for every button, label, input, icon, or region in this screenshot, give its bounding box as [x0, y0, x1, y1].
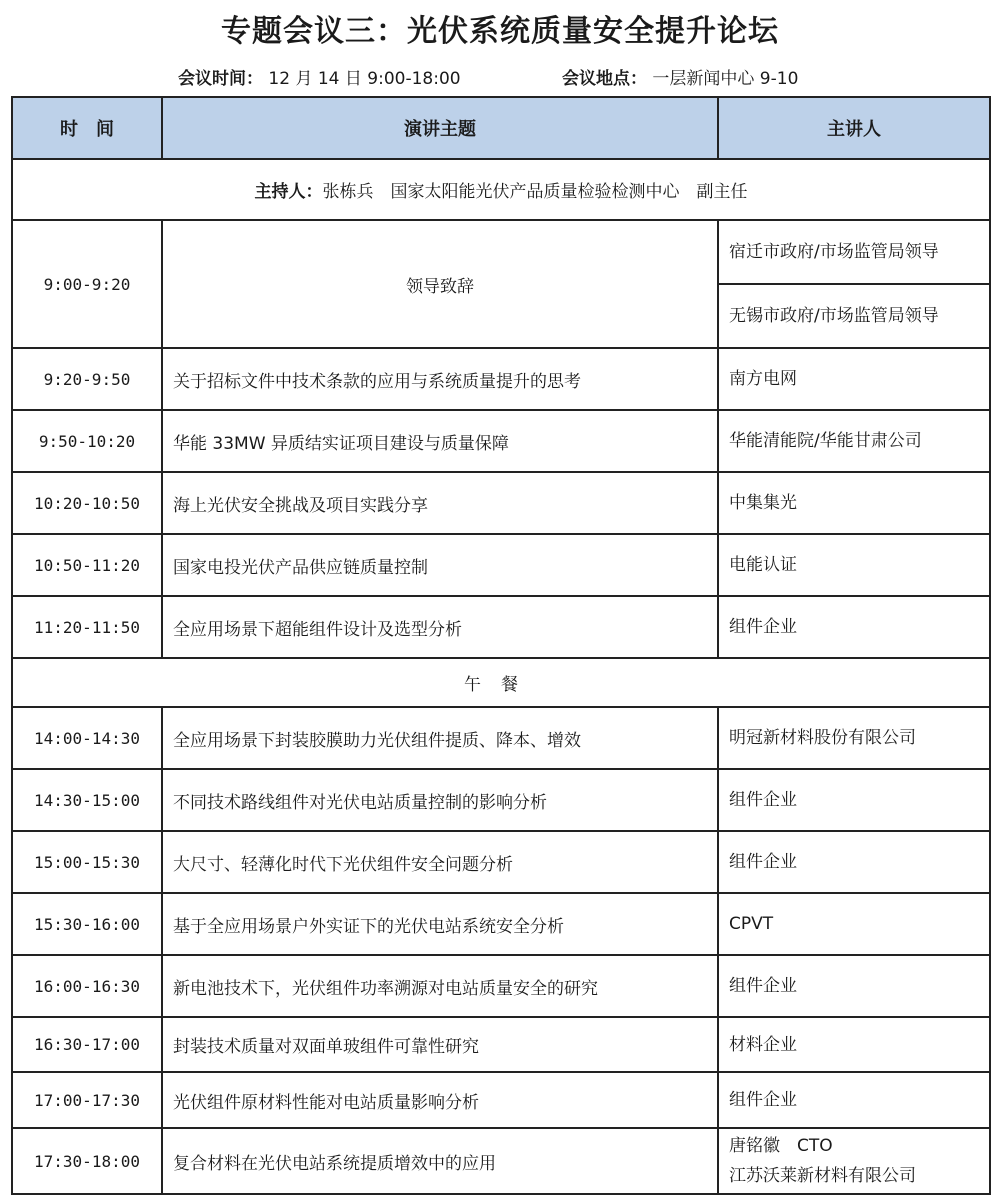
speaker-company: 江苏沃莱新材料有限公司	[729, 1166, 916, 1186]
row-topic: 国家电投光伏产品供应链质量控制	[162, 534, 718, 596]
opening-time: 9:00-9:20	[12, 220, 162, 348]
table-row	[12, 769, 990, 831]
meeting-time	[178, 66, 461, 92]
row-time: 16:30-17:00	[12, 1017, 162, 1072]
opening-topic: 领导致辞	[162, 220, 718, 348]
header-row	[12, 97, 990, 159]
row-topic: 不同技术路线组件对光伏电站质量控制的影响分析	[162, 769, 718, 831]
meeting-place-value: 一层新闻中心 9-10	[652, 69, 799, 89]
row-speaker: 明冠新材料股份有限公司	[718, 707, 990, 769]
table-row	[12, 707, 990, 769]
row-speaker: 组件企业	[718, 955, 990, 1017]
opening-row	[12, 220, 990, 284]
row-speaker: 南方电网	[718, 348, 990, 410]
row-topic: 大尺寸、轻薄化时代下光伏组件安全问题分析	[162, 831, 718, 893]
lunch-cell: 午餐	[12, 658, 990, 707]
host-label: 主持人：	[254, 182, 323, 202]
row-speaker: 组件企业	[718, 596, 990, 658]
table-row	[12, 596, 990, 658]
header-speaker: 主讲人	[718, 97, 990, 159]
meeting-place-label: 会议地点：	[562, 69, 647, 89]
row-topic: 华能 33MW 异质结实证项目建设与质量保障	[162, 410, 718, 472]
host-row	[12, 159, 990, 220]
table-row	[12, 955, 990, 1017]
page-title: 专题会议三：光伏系统质量安全提升论坛	[221, 14, 779, 49]
row-time: 17:00-17:30	[12, 1072, 162, 1128]
row-time: 10:50-11:20	[12, 534, 162, 596]
table-row	[12, 1017, 990, 1072]
meeting-time-value: 12 月 14 日 9:00-18:00	[268, 69, 461, 89]
row-time: 16:00-16:30	[12, 955, 162, 1017]
row-speaker	[718, 1128, 990, 1194]
row-topic: 关于招标文件中技术条款的应用与系统质量提升的思考	[162, 348, 718, 410]
row-topic: 新电池技术下，光伏组件功率溯源对电站质量安全的研究	[162, 955, 718, 1017]
row-topic: 全应用场景下超能组件设计及选型分析	[162, 596, 718, 658]
row-time: 15:00-15:30	[12, 831, 162, 893]
table-row	[12, 348, 990, 410]
row-topic: 光伏组件原材料性能对电站质量影响分析	[162, 1072, 718, 1128]
meeting-place	[562, 66, 798, 92]
row-speaker: 组件企业	[718, 1072, 990, 1128]
row-topic: 封装技术质量对双面单玻组件可靠性研究	[162, 1017, 718, 1072]
row-speaker: CPVT	[718, 893, 990, 955]
meeting-time-label: 会议时间：	[178, 69, 263, 89]
lunch-row	[12, 658, 990, 707]
row-time: 15:30-16:00	[12, 893, 162, 955]
table-row	[12, 893, 990, 955]
row-speaker: 材料企业	[718, 1017, 990, 1072]
row-topic: 全应用场景下封装胶膜助力光伏组件提质、降本、增效	[162, 707, 718, 769]
table-row	[12, 472, 990, 534]
row-time: 11:20-11:50	[12, 596, 162, 658]
row-topic: 复合材料在光伏电站系统提质增效中的应用	[162, 1128, 718, 1194]
row-speaker: 组件企业	[718, 831, 990, 893]
table-row-last	[12, 1128, 990, 1194]
table-row	[12, 1072, 990, 1128]
table-row	[12, 410, 990, 472]
host-value: 张栋兵 国家太阳能光伏产品质量检验检测中心 副主任	[322, 182, 748, 202]
row-speaker: 华能清能院/华能甘肃公司	[718, 410, 990, 472]
opening-speaker-b: 无锡市政府/市场监管局领导	[718, 284, 990, 348]
row-speaker: 电能认证	[718, 534, 990, 596]
host-cell	[12, 159, 990, 220]
header-topic: 演讲主题	[162, 97, 718, 159]
agenda-table	[11, 96, 991, 1195]
row-topic: 海上光伏安全挑战及项目实践分享	[162, 472, 718, 534]
row-time: 9:50-10:20	[12, 410, 162, 472]
opening-speaker-a: 宿迁市政府/市场监管局领导	[718, 220, 990, 284]
row-speaker: 中集集光	[718, 472, 990, 534]
row-topic: 基于全应用场景户外实证下的光伏电站系统安全分析	[162, 893, 718, 955]
row-time: 10:20-10:50	[12, 472, 162, 534]
header-time: 时 间	[12, 97, 162, 159]
row-time: 9:20-9:50	[12, 348, 162, 410]
row-time: 14:30-15:00	[12, 769, 162, 831]
table-row	[12, 534, 990, 596]
row-time: 17:30-18:00	[12, 1128, 162, 1194]
speaker-name: 唐铭徽 CTO	[729, 1136, 833, 1156]
row-time: 14:00-14:30	[12, 707, 162, 769]
row-speaker: 组件企业	[718, 769, 990, 831]
table-row	[12, 831, 990, 893]
